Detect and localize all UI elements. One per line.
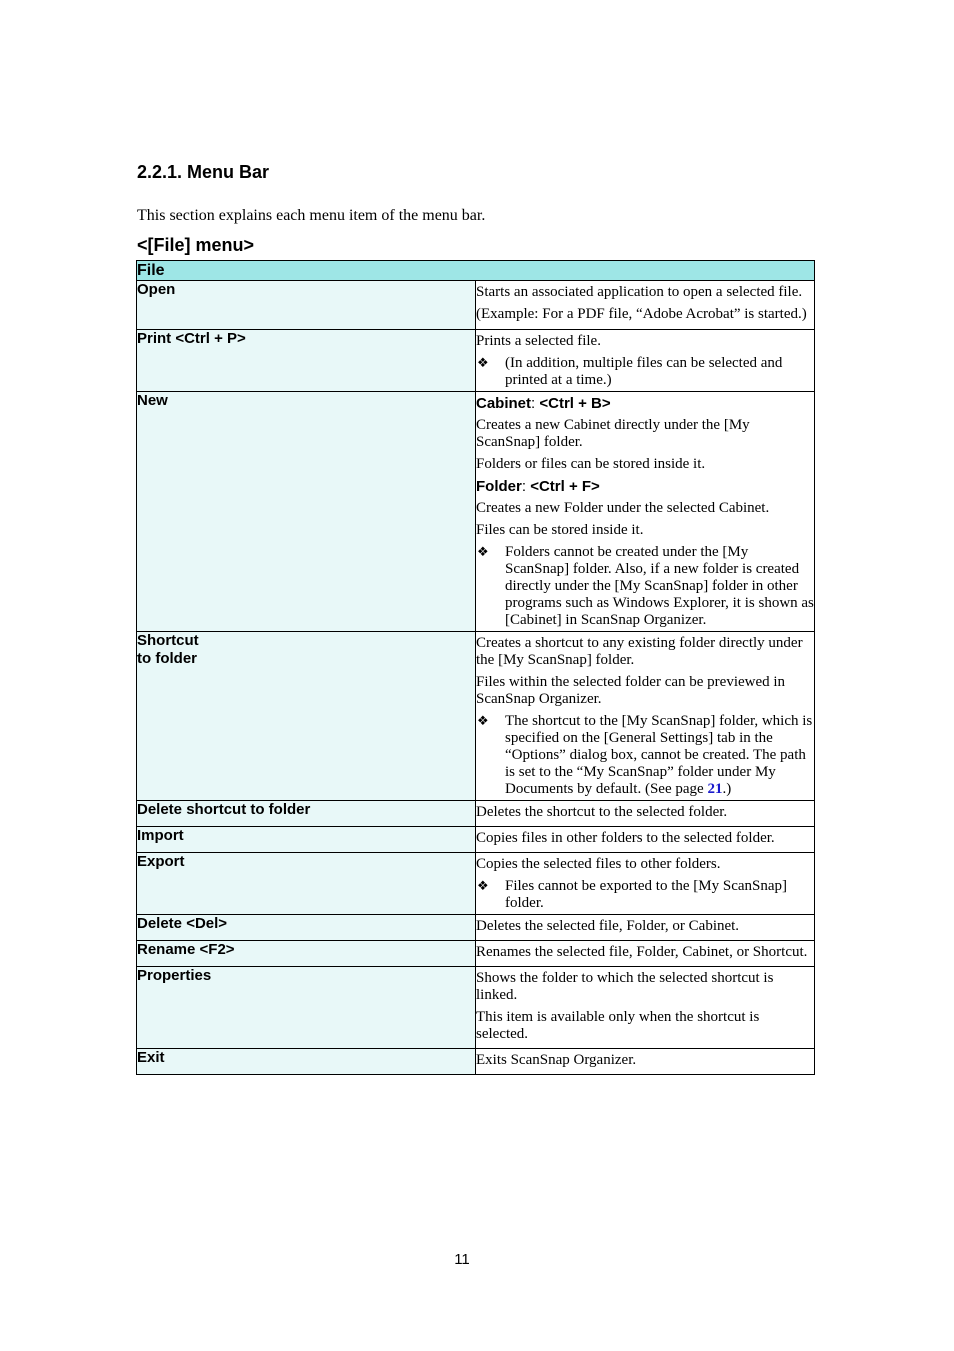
menu-item-name (137, 632, 476, 801)
menu-item-name: Print <Ctrl + P> (137, 330, 476, 392)
table-row-shortcut (137, 632, 815, 801)
subitem-label: Folder (476, 478, 522, 495)
table-row-new (137, 392, 815, 632)
description-text: (Example: For a PDF file, “Adobe Acrobat” is started.) (476, 306, 807, 322)
section-heading: 2.2.1. Menu Bar (137, 162, 270, 182)
description-text: Copies files in other folders to the selected folder. (476, 830, 775, 846)
file-menu-title: <[File] menu> (137, 235, 255, 255)
note-text-end: .) (722, 781, 732, 797)
menu-item-name: Delete <Del> (137, 915, 476, 941)
table-row-print (137, 330, 815, 392)
menu-item-description (476, 827, 815, 853)
menu-item-description (476, 1049, 815, 1075)
description-text: Deletes the shortcut to the selected folder. (476, 804, 728, 820)
diamond-bullet-icon: ❖ (477, 879, 489, 894)
menu-item-name: Properties (137, 967, 476, 1049)
table-header-cell: File (137, 261, 815, 281)
diamond-bullet-icon: ❖ (477, 356, 489, 371)
menu-item-name: Import (137, 827, 476, 853)
description-text: Deletes the selected file, Folder, or Cabinet. (476, 918, 740, 934)
note-text: Files cannot be exported to the [My ScanSnap] folder. (505, 878, 788, 911)
description-text: Renames the selected file, Folder, Cabinet, or Shortcut. (476, 944, 808, 960)
menu-item-description (476, 915, 815, 941)
note-text: (In addition, multiple files can be selected and printed at a time.) (505, 355, 783, 388)
menu-item-name: Rename <F2> (137, 941, 476, 967)
table-row-delete-shortcut (137, 801, 815, 827)
note (476, 713, 814, 798)
table-row-export (137, 853, 815, 915)
description-text: Copies the selected files to other folders. (476, 856, 721, 872)
menu-item-description (476, 967, 815, 1049)
menu-item-description (476, 853, 815, 915)
description-text: This item is available only when the shortcut is selected. (476, 1009, 760, 1042)
table-header-row (137, 261, 815, 281)
description-text: Starts an associated application to open a selected file. (476, 284, 803, 300)
menu-item-name: Export (137, 853, 476, 915)
menu-item-description (476, 632, 815, 801)
page-number: 11 (454, 1251, 470, 1268)
subitem-shortcut: <Ctrl + F> (530, 478, 600, 495)
table-row-import (137, 827, 815, 853)
note (476, 544, 814, 629)
table-row-open (137, 281, 815, 330)
note-text: The shortcut to the [My ScanSnap] folder, which is specified on the [General Settings] tab in the “Options” dialog box, cannot be created. The path is set to the “My ScanSnap” folder under My Documents by default. (See page (505, 713, 813, 797)
menu-item-description (476, 801, 815, 827)
file-menu-table (136, 260, 815, 1075)
description-text: Files within the selected folder can be previewed in ScanSnap Organizer. (476, 674, 786, 707)
table-row-exit (137, 1049, 815, 1075)
subitem-label: Cabinet (476, 395, 532, 412)
diamond-bullet-icon: ❖ (477, 545, 489, 560)
note (476, 878, 814, 912)
menu-item-name-line: Shortcut (137, 632, 199, 649)
table-row-properties (137, 967, 815, 1049)
menu-item-name-line: to folder (137, 650, 197, 667)
menu-item-description (476, 281, 815, 330)
menu-item-description (476, 941, 815, 967)
menu-item-description (476, 330, 815, 392)
description-text: Prints a selected file. (476, 333, 601, 349)
page-link[interactable]: 21 (707, 781, 723, 797)
menu-item-name: Delete shortcut to folder (137, 801, 476, 827)
description-text: Creates a shortcut to any existing folder directly under the [My ScanSnap] folder. (476, 635, 803, 668)
note-text: Folders cannot be created under the [My ScanSnap] folder. Also, if a new folder is created directly under the [My ScanSnap] folder in other programs such as Windows Explorer, it is shown as [Cabinet] in ScanSnap Organizer. (505, 544, 814, 628)
section-intro: This section explains each menu item of the menu bar. (137, 207, 486, 224)
description-text: Creates a new Folder under the selected Cabinet. (476, 500, 770, 516)
menu-item-name: New (137, 392, 476, 632)
diamond-bullet-icon: ❖ (477, 714, 489, 729)
table-row-rename (137, 941, 815, 967)
table-row-delete (137, 915, 815, 941)
description-text: Exits ScanSnap Organizer. (476, 1052, 637, 1068)
subitem-heading-folder (476, 478, 814, 495)
menu-item-name: Exit (137, 1049, 476, 1075)
subitem-separator: : (531, 395, 540, 412)
menu-item-name: Open (137, 281, 476, 330)
menu-item-description (476, 392, 815, 632)
subitem-heading-cabinet (476, 395, 814, 412)
subitem-shortcut: <Ctrl + B> (539, 395, 611, 412)
description-text: Files can be stored inside it. (476, 522, 644, 538)
description-text: Creates a new Cabinet directly under the [My ScanSnap] folder. (476, 417, 750, 450)
description-text: Shows the folder to which the selected shortcut is linked. (476, 970, 774, 1003)
subitem-separator: : (521, 478, 531, 495)
description-text: Folders or files can be stored inside it. (476, 456, 706, 472)
note (476, 355, 814, 389)
